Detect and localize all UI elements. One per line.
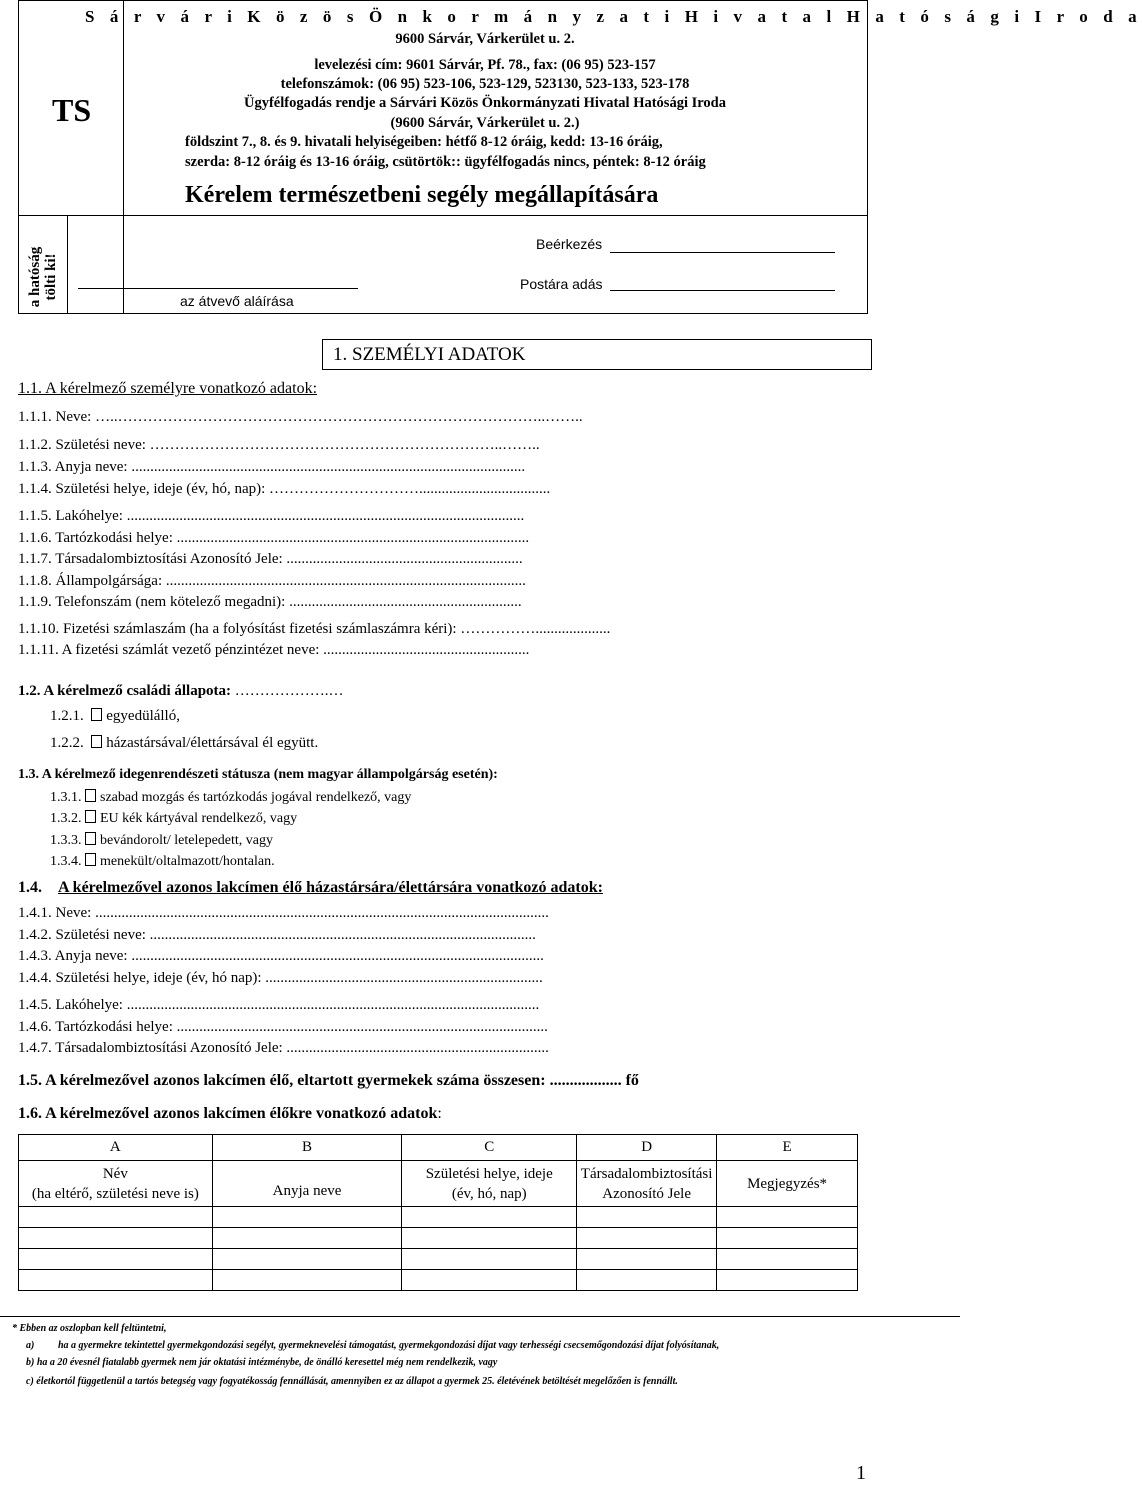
table-header-name: [19, 1161, 213, 1207]
table-row[interactable]: [19, 1249, 858, 1270]
table-cell[interactable]: [212, 1207, 402, 1228]
checkbox-icon[interactable]: [85, 810, 96, 823]
table-cell[interactable]: [717, 1270, 858, 1291]
spouse-title-text: A kérelmezővel azonos lakcímen élő házastársára/élettársára vonatkozó adatok:: [58, 879, 603, 896]
table-row[interactable]: [19, 1207, 858, 1228]
footnote-divider: [0, 1316, 960, 1317]
table-cell[interactable]: [19, 1228, 213, 1249]
table-row[interactable]: [19, 1228, 858, 1249]
spouse-title: [18, 879, 603, 897]
field-bank-name[interactable]: 1.1.11. A fizetési számlát vezető pénzintézet neve: .......................................................: [18, 642, 530, 658]
table-cell[interactable]: [19, 1270, 213, 1291]
checkbox-icon[interactable]: [91, 708, 102, 721]
table-header-line: (év, hó, nap): [451, 1185, 527, 1202]
posted-label: Postára adás: [520, 276, 603, 292]
spouse-field-stay-place[interactable]: 1.4.6. Tartózkodási helye: ...................................................................................................: [18, 1019, 548, 1035]
field-stay-place[interactable]: 1.1.6. Tartózkodási helye: ..............................................................................................: [18, 530, 530, 546]
table-col-letter: C: [402, 1135, 577, 1161]
table-col-letter: A: [19, 1135, 213, 1161]
immigration-option-4[interactable]: [50, 853, 275, 870]
immigration-title-text: 1.3. A kérelmező idegenrendészeti státusza (nem magyar állampolgárság esetén):: [18, 767, 498, 782]
spouse-title-num: 1.4.: [18, 879, 42, 896]
checkbox-icon[interactable]: [85, 789, 96, 802]
authority-label-line-1: a hatóság: [27, 246, 43, 308]
others-title-colon: :: [437, 1105, 442, 1122]
field-ssn[interactable]: 1.1.7. Társadalombiztosítási Azonosító Jele: ...............................................................: [18, 551, 523, 567]
hours-line-2: szerda: 8-12 óráig és 13-16 óráig, csütörtök:: ügyfélfogadás nincs, péntek: 8-12 óráig: [185, 154, 706, 170]
family-option-single-text: egyedülálló,: [106, 708, 180, 724]
table-cell[interactable]: [577, 1270, 717, 1291]
table-row[interactable]: [19, 1270, 858, 1291]
field-residence[interactable]: 1.1.5. Lakóhelye: ..........................................................................................................: [18, 508, 525, 524]
table-col-letter: D: [577, 1135, 717, 1161]
field-birth-name[interactable]: 1.1.2. Születési neve: ……………………………………………………………..……..: [18, 437, 540, 453]
immigration-option-2[interactable]: [50, 810, 297, 827]
table-cell[interactable]: [212, 1249, 402, 1270]
authority-label-line-2: tölti ki!: [43, 253, 59, 301]
table-col-letter: B: [212, 1135, 402, 1161]
spouse-field-birth-name[interactable]: 1.4.2. Születési neve: .......................................................................................................: [18, 927, 536, 943]
checkbox-icon[interactable]: [91, 735, 102, 748]
footnote-a-label: a): [26, 1340, 35, 1351]
table-header-line: Azonosító Jele: [602, 1185, 691, 1202]
signature-line[interactable]: [78, 288, 358, 289]
table-cell[interactable]: [402, 1228, 577, 1249]
office-address: 9600 Sárvár, Várkerület u. 2.: [395, 31, 575, 47]
immigration-option-3[interactable]: [50, 832, 273, 849]
table-header-ssn: [577, 1161, 717, 1207]
office-name: S á r v á r i K ö z ö s Ö n k o r m á n y z a t i H i v a t a l H a t ó s á g i I r o d a: [85, 7, 1142, 26]
family-option-partner[interactable]: [50, 735, 318, 752]
field-birth-place-date[interactable]: 1.1.4. Születési helye, ideje (év, hó, nap): …………………………...................................: [18, 481, 551, 497]
family-status-label: 1.2. A kérelmező családi állapota:: [18, 683, 232, 699]
table-header-line: Név: [102, 1165, 128, 1182]
authority-label: [20, 232, 66, 310]
reception-line-1: Ügyfélfogadás rendje a Sárvári Közös Önkormányzati Hivatal Hatósági Iroda: [244, 95, 726, 111]
footnote-a: ha a gyermekre tekintettel gyermekgondozási segélyt, gyermeknevelési támogatást, gyermekgondozási díjat vagy terhességi csecsemőgondozási díjat folyósítanak,: [58, 1340, 720, 1351]
header-hline: [19, 215, 868, 216]
form-title: Kérelem természetbeni segély megállapítására: [185, 182, 659, 208]
table-cell[interactable]: [212, 1270, 402, 1291]
table-cell[interactable]: [402, 1207, 577, 1228]
table-header-line: (ha eltérő, születési neve is): [31, 1185, 199, 1202]
table-cell[interactable]: [19, 1249, 213, 1270]
table-col-letter: E: [717, 1135, 858, 1161]
hours-line-1: földszint 7., 8. és 9. hivatali helyiségeiben: hétfő 8-12 óráig, kedd: 13-16 óráig,: [185, 134, 663, 150]
signature-label: az átvevő aláírása: [180, 293, 294, 309]
table-header-line: Anyja neve: [272, 1182, 342, 1199]
others-title: [18, 1105, 442, 1123]
checkbox-icon[interactable]: [85, 853, 96, 866]
family-option-partner-text: házastársával/élettársával él együtt.: [106, 735, 319, 751]
spouse-field-mother-name[interactable]: 1.4.3. Anyja neve: ..............................................................................................................: [18, 948, 544, 964]
received-field[interactable]: [610, 252, 835, 253]
children-count[interactable]: 1.5. A kérelmezővel azonos lakcímen élő, eltartott gyermekek száma összesen: .................. fő: [18, 1072, 639, 1089]
spouse-field-name[interactable]: 1.4.1. Neve: .........................................................................................................................: [18, 905, 549, 921]
spouse-field-residence[interactable]: 1.4.5. Lakóhelye: ..............................................................................................................: [18, 997, 540, 1013]
table-header-mother: [212, 1161, 402, 1207]
table-letter-row: [19, 1135, 858, 1161]
family-status-dots[interactable]: ……………….…: [234, 683, 344, 699]
family-status-row: [18, 683, 344, 700]
immigration-option-text: EU kék kártyával rendelkező, vagy: [100, 811, 298, 826]
immigration-option-num: 1.3.4.: [50, 854, 82, 869]
field-mother-name[interactable]: 1.1.3. Anyja neve: .........................................................................................................: [18, 459, 526, 475]
immigration-option-text: szabad mozgás és tartózkodás jogával rendelkező, vagy: [100, 790, 412, 805]
reception-line-2: (9600 Sárvár, Várkerület u. 2.): [390, 115, 580, 131]
footnote-c: c) életkortól függetlenül a tartós betegség vagy fogyatékosság fennállását, amennyiben ez az állapot a gyermek 25. életévének betöltését megelőzően is fennállt.: [26, 1376, 678, 1387]
table-cell[interactable]: [717, 1228, 858, 1249]
field-name[interactable]: 1.1.1. Neve: …..…………………………………………………………………………..……..: [18, 409, 583, 425]
immigration-option-num: 1.3.1.: [50, 790, 82, 805]
section-1-box: [322, 339, 872, 370]
section-1-title: 1. SZEMÉLYI ADATOK: [333, 344, 526, 365]
page-number: 1: [856, 1462, 866, 1484]
field-citizenship[interactable]: 1.1.8. Állampolgársága: ................................................................................................: [18, 573, 526, 589]
table-header-row: [19, 1161, 858, 1207]
label-divider: [67, 215, 68, 314]
phones: telefonszámok: (06 95) 523-106, 523-129, 523130, 523-133, 523-178: [280, 76, 690, 92]
field-bank-account[interactable]: 1.1.10. Fizetési számlaszám (ha a folyósítást fizetési számlaszámra kéri): ……………....................: [18, 621, 611, 637]
footnote-b: b) ha a 20 évesnél fiatalabb gyermek nem jár oktatási intézménybe, de önálló keresettel még nem rendelkezik, vagy: [26, 1357, 498, 1368]
footnote-intro: * Ebben az oszlopban kell feltüntetni,: [12, 1323, 167, 1334]
immigration-title: [18, 767, 498, 783]
subsection-1-1-title: 1.1. A kérelmező személyre vonatkozó adatok:: [18, 380, 318, 397]
posted-field[interactable]: [610, 290, 835, 291]
immigration-option-num: 1.3.3.: [50, 833, 82, 848]
table-cell[interactable]: [402, 1270, 577, 1291]
table-cell[interactable]: [717, 1207, 858, 1228]
table-cell[interactable]: [212, 1228, 402, 1249]
family-members-table: [18, 1134, 858, 1291]
mail-fax: levelezési cím: 9601 Sárvár, Pf. 78., fax: (06 95) 523-157: [314, 57, 656, 73]
spouse-field-birth-place-date[interactable]: 1.4.4. Születési helye, ideje (év, hó nap): ..........................................................................: [18, 970, 543, 986]
immigration-option-text: bevándorolt/ letelepedett, vagy: [100, 833, 273, 848]
family-option-partner-num: 1.2.2.: [50, 735, 84, 751]
table-cell[interactable]: [577, 1207, 717, 1228]
table-header-note: [717, 1161, 858, 1207]
table-cell[interactable]: [19, 1207, 213, 1228]
immigration-option-1[interactable]: [50, 789, 411, 806]
table-header-birth: [402, 1161, 577, 1207]
family-option-single[interactable]: [50, 708, 180, 725]
received-label: Beérkezés: [536, 236, 603, 252]
table-header-line: Megjegyzés*: [747, 1175, 828, 1192]
field-phone[interactable]: 1.1.9. Telefonszám (nem kötelező megadni): ..............................................................: [18, 594, 522, 610]
table-header-line: Társadalombiztosítási: [580, 1165, 713, 1182]
table-cell[interactable]: [402, 1249, 577, 1270]
table-cell[interactable]: [577, 1228, 717, 1249]
checkbox-icon[interactable]: [85, 832, 96, 845]
spouse-field-ssn[interactable]: 1.4.7. Társadalombiztosítási Azonosító Jele: ......................................................................: [18, 1040, 549, 1056]
family-option-single-num: 1.2.1.: [50, 708, 84, 724]
table-cell[interactable]: [577, 1249, 717, 1270]
others-title-text: 1.6. A kérelmezővel azonos lakcímen élőkre vonatkozó adatok: [18, 1105, 438, 1122]
immigration-option-num: 1.3.2.: [50, 811, 82, 826]
table-header-line: Születési helye, ideje: [425, 1165, 553, 1182]
table-cell[interactable]: [717, 1249, 858, 1270]
ts-mark: TS: [52, 92, 92, 128]
immigration-option-text: menekült/oltalmazott/hontalan.: [100, 854, 275, 869]
